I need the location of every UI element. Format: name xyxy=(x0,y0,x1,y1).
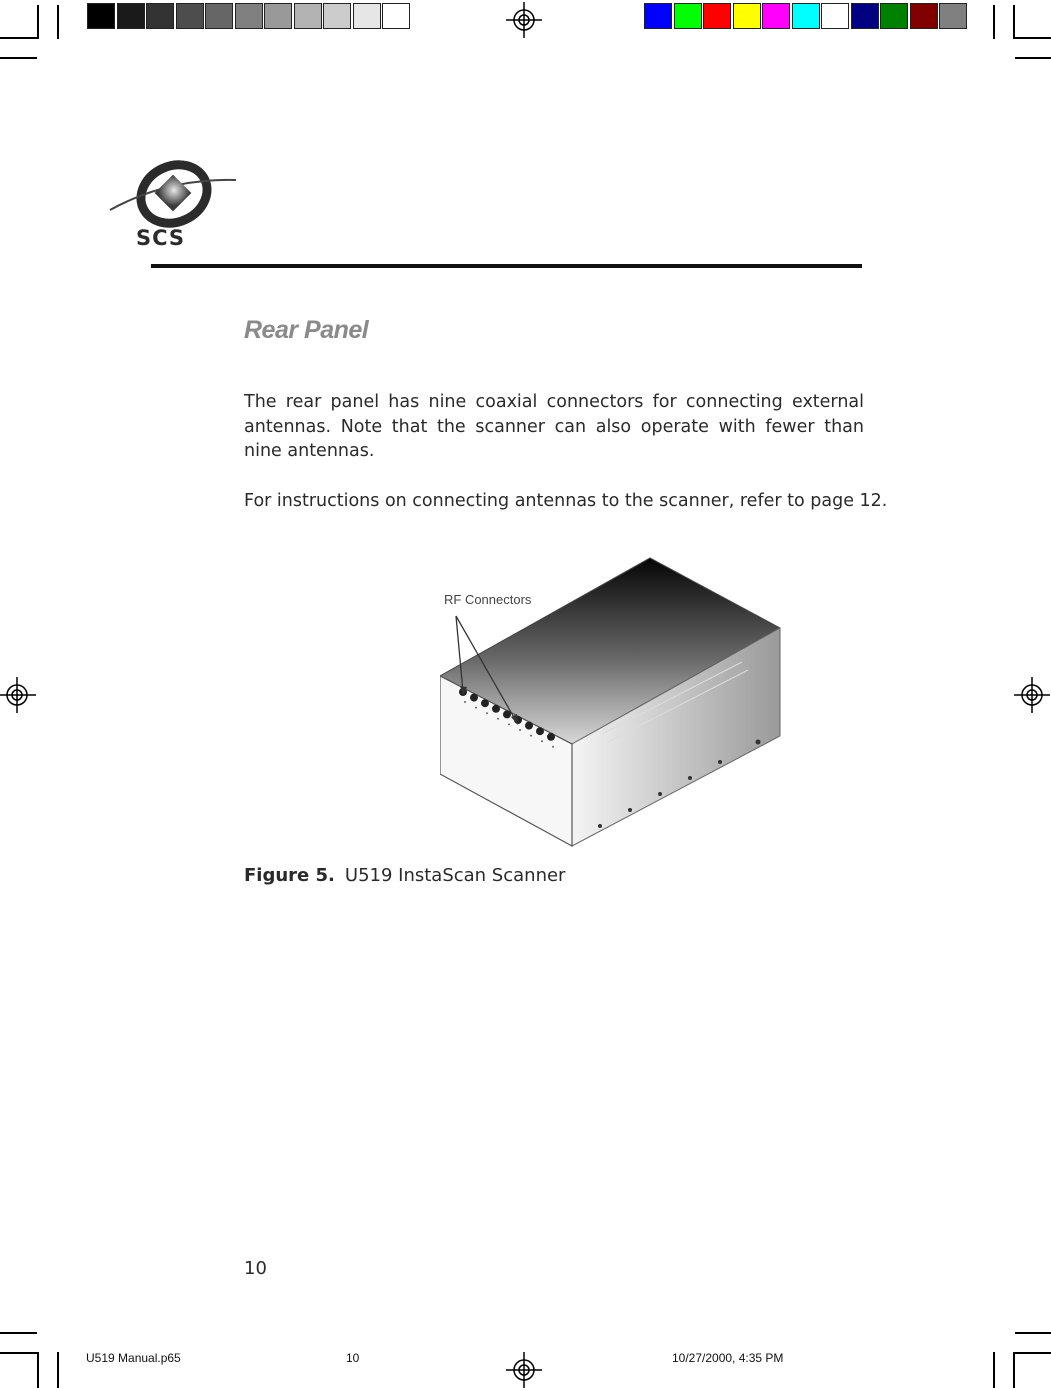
rf-connector xyxy=(536,727,544,735)
header-rule xyxy=(151,264,862,268)
slug-page: 10 xyxy=(346,1351,360,1365)
page-number: 10 xyxy=(244,1258,267,1279)
crop-mark xyxy=(0,1332,37,1334)
color-swatch xyxy=(117,3,145,29)
rf-connector xyxy=(547,733,555,741)
rf-connector-label-dot xyxy=(497,718,499,720)
rf-connector-label-dot xyxy=(508,723,510,725)
crop-mark xyxy=(1013,5,1015,39)
rf-connector xyxy=(481,699,489,707)
figure-caption-text: U519 InstaScan Scanner xyxy=(344,865,566,886)
color-swatch xyxy=(176,3,204,29)
color-swatch xyxy=(733,3,761,29)
rf-connector-label-dot xyxy=(552,746,554,748)
color-swatch xyxy=(87,3,115,29)
scanner-figure xyxy=(440,556,782,848)
crop-mark xyxy=(0,1352,37,1354)
color-swatch xyxy=(762,3,790,29)
figure-caption-label: Figure 5. xyxy=(244,865,335,886)
color-swatch xyxy=(703,3,731,29)
registration-mark-icon xyxy=(1014,677,1050,713)
scs-logo xyxy=(108,158,238,253)
paragraph-rear-panel-description: The rear panel has nine coaxial connectors for connecting external antennas. Note that the scanner can also operate with fewer than nine antennas. xyxy=(244,392,864,461)
slug-datetime: 10/27/2000, 4:35 PM xyxy=(672,1351,784,1365)
rf-connector-label-dot xyxy=(530,735,532,737)
rf-connector-label-dot xyxy=(475,707,477,709)
color-swatch xyxy=(294,3,322,29)
figure-caption xyxy=(244,865,565,886)
crop-mark xyxy=(1015,37,1051,39)
rf-connector-label-dot xyxy=(486,712,488,714)
crop-mark xyxy=(37,1352,39,1388)
color-swatch xyxy=(264,3,292,29)
color-swatch xyxy=(792,3,820,29)
registration-mark-icon xyxy=(0,677,36,713)
slug-filename: U519 Manual.p65 xyxy=(86,1351,181,1365)
color-swatch xyxy=(205,3,233,29)
color-swatch xyxy=(910,3,938,29)
rf-connector xyxy=(470,694,478,702)
rf-connectors-callout: RF Connectors xyxy=(444,592,532,607)
paragraph-antenna-instructions: For instructions on connecting antennas to the scanner, refer to page 12. xyxy=(244,491,888,511)
rf-connector-label-dot xyxy=(464,701,466,703)
color-swatch xyxy=(939,3,967,29)
rf-connector-label-dot xyxy=(541,740,543,742)
crop-mark xyxy=(57,1352,59,1388)
color-swatch xyxy=(880,3,908,29)
rf-connector-label-dot xyxy=(519,729,521,731)
crop-mark xyxy=(0,37,37,39)
color-swatch xyxy=(674,3,702,29)
registration-mark-icon xyxy=(506,2,542,38)
color-swatch xyxy=(644,3,672,29)
rf-connector xyxy=(525,722,533,730)
crop-mark xyxy=(993,5,995,39)
color-swatch xyxy=(821,3,849,29)
crop-mark xyxy=(37,5,39,39)
crop-mark xyxy=(1015,1352,1051,1354)
crop-mark xyxy=(993,1352,995,1388)
rf-connector xyxy=(503,710,511,718)
section-title: Rear Panel xyxy=(244,316,369,344)
crop-mark xyxy=(1013,1352,1015,1388)
crop-mark xyxy=(1015,1332,1051,1334)
color-swatch xyxy=(851,3,879,29)
color-swatch xyxy=(146,3,174,29)
crop-mark xyxy=(57,5,59,39)
logo-wordmark: SCS xyxy=(136,226,186,250)
color-swatch xyxy=(235,3,263,29)
registration-mark-icon xyxy=(506,1352,542,1388)
color-swatch xyxy=(353,3,381,29)
color-swatch xyxy=(323,3,351,29)
rf-connector xyxy=(492,705,500,713)
crop-mark xyxy=(0,57,37,59)
crop-mark xyxy=(1015,57,1051,59)
color-swatch xyxy=(382,3,410,29)
